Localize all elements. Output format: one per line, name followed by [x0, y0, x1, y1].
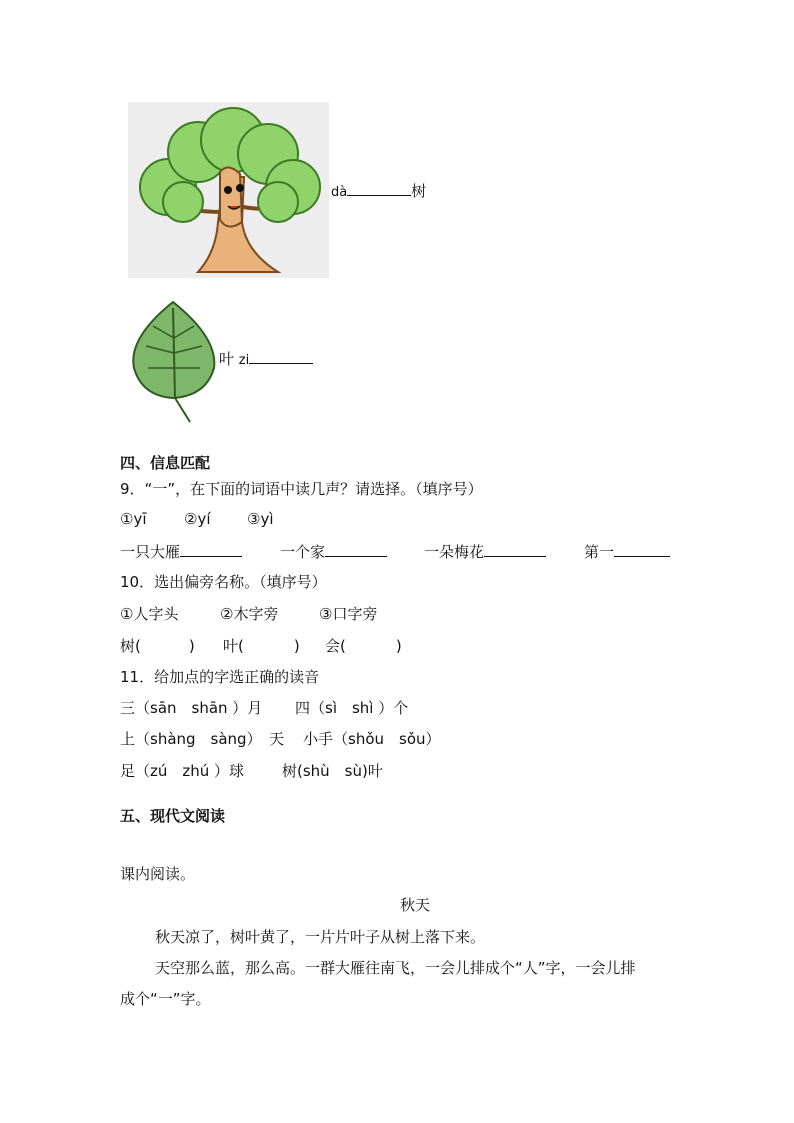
tree-answer-line	[331, 180, 426, 201]
q10-option-1: ①人字头	[120, 605, 179, 623]
q10-prompt: 10．选出偏旁名称。（填序号）	[120, 573, 327, 591]
tree-drawing	[128, 102, 329, 278]
q9-item-2	[280, 541, 387, 562]
q9-option-2: ②yí	[184, 510, 211, 528]
q10-item-shu-open: 树(	[120, 637, 141, 655]
passage-paragraph-2-line-1: 天空那么蓝，那么高。一群大雁往南飞，一会儿排成个“人”字，一会儿排	[155, 959, 636, 977]
section4-heading: 四、信息匹配	[120, 454, 211, 472]
q9-blank-2[interactable]	[325, 544, 387, 557]
q10-item-hui-open: 会(	[325, 637, 346, 655]
q10-item-hui	[325, 635, 402, 656]
passage-paragraph-2-line-2: 成个“一”字。	[120, 990, 211, 1008]
q9-prompt: 9．“一”，在下面的词语中读几声？请选择。（填序号）	[120, 480, 483, 498]
q11-row3-a: 足（zú zhú ）球	[120, 762, 245, 780]
q9-item-3-label: 一朵梅花	[424, 543, 485, 561]
q9-item-4	[584, 541, 670, 562]
passage-paragraph-1: 秋天凉了，树叶黄了，一片片叶子从树上落下来。	[155, 928, 486, 946]
q9-blank-3[interactable]	[484, 544, 546, 557]
q11-row3-b: 树(shù sù)叶	[282, 762, 383, 780]
q10-item-ye-open: 叶(	[223, 637, 244, 655]
q11-row1-b: 四（sì shì ）个	[295, 699, 409, 717]
q10-item-hui-close: )	[395, 637, 402, 655]
q11-row1-a: 三（sān shān ）月	[120, 699, 263, 717]
leaf-answer-line	[219, 348, 313, 369]
tree-char: 树	[411, 182, 427, 200]
q10-item-ye	[223, 635, 300, 656]
leaf-drawing	[128, 298, 218, 426]
q11-prompt: 11．给加点的字选正确的读音	[120, 668, 320, 686]
q11-row2-b: 小手（shǒu sǒu）	[303, 730, 441, 748]
section5-heading: 五、现代文阅读	[120, 807, 226, 825]
leaf-pinyin: zi	[238, 353, 250, 368]
q10-item-shu	[120, 635, 195, 656]
leaf-image	[128, 298, 218, 426]
q11-row2-a: 上（shàng sàng） 天	[120, 730, 285, 748]
q10-item-ye-close: )	[293, 637, 300, 655]
q9-item-3	[424, 541, 546, 562]
q9-blank-4[interactable]	[614, 544, 670, 557]
q9-item-2-label: 一个家	[280, 543, 326, 561]
tree-pinyin: dà	[331, 185, 348, 200]
leaf-char: 叶	[219, 350, 235, 368]
q9-option-1: ①yī	[120, 510, 147, 528]
q10-option-3: ③口字旁	[319, 605, 378, 623]
q10-item-shu-close: )	[188, 637, 195, 655]
tree-image	[128, 102, 329, 278]
q9-item-4-label: 第一	[584, 543, 615, 561]
q9-item-1	[120, 541, 242, 562]
q9-blank-1[interactable]	[180, 544, 242, 557]
q9-item-1-label: 一只大雁	[120, 543, 181, 561]
reading-intro: 课内阅读。	[120, 865, 196, 883]
leaf-blank[interactable]	[249, 351, 313, 364]
tree-blank[interactable]	[347, 183, 411, 196]
passage-title: 秋天	[400, 896, 431, 914]
q9-option-3: ③yì	[247, 510, 274, 528]
q10-option-2: ②木字旁	[220, 605, 279, 623]
